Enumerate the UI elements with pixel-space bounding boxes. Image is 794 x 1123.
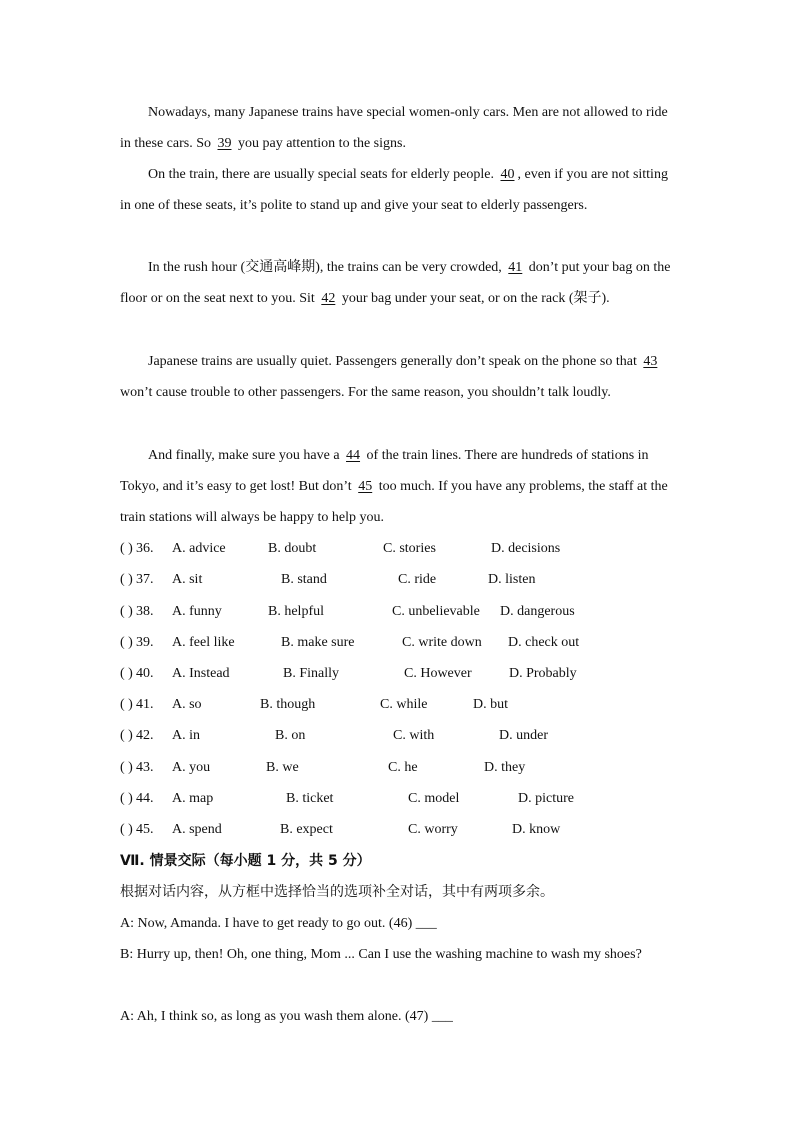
question-41 — [120, 689, 680, 720]
dialogue-line-2: B: Hurry up, then! Oh, one thing, Mom ... Can I use the washing machine to wash my shoes? — [120, 947, 642, 962]
option-d: D. dangerous — [500, 604, 575, 619]
option-b: B. make sure — [281, 635, 355, 650]
option-a: A. spend — [172, 822, 222, 837]
question-number: 36. — [136, 541, 154, 556]
answer-bracket[interactable]: ( ) — [120, 666, 133, 681]
answer-bracket[interactable]: ( ) — [120, 822, 133, 837]
option-b: B. stand — [281, 572, 327, 587]
option-a: A. you — [172, 760, 211, 775]
question-40 — [120, 658, 680, 689]
option-d: D. but — [473, 697, 508, 712]
question-42 — [120, 720, 680, 751]
option-d: D. decisions — [491, 541, 561, 556]
answer-bracket[interactable]: ( ) — [120, 572, 133, 587]
section-title: Ⅶ. 情景交际（每小题 1 分，共 5 分） — [120, 853, 371, 869]
option-a: A. feel like — [172, 635, 235, 650]
option-c: C. write down — [402, 635, 482, 650]
option-c: C. worry — [408, 822, 458, 837]
question-number: 37. — [136, 572, 154, 587]
answer-bracket[interactable]: ( ) — [120, 604, 133, 619]
option-b: B. ticket — [286, 791, 334, 806]
section-instruction: 根据对话内容，从方框中选择恰当的选项补全对话，其中有两项多余。 — [120, 884, 554, 900]
option-d: D. listen — [488, 572, 536, 587]
question-number: 42. — [136, 728, 154, 743]
answer-bracket[interactable]: ( ) — [120, 541, 133, 556]
blank-40: 40 — [500, 167, 515, 182]
option-b: B. expect — [280, 822, 333, 837]
option-c: C. However — [404, 666, 472, 681]
option-b: B. doubt — [268, 541, 317, 556]
question-number: 41. — [136, 697, 154, 712]
option-b: B. Finally — [283, 666, 340, 681]
blank-43: 43 — [643, 354, 658, 369]
option-b: B. on — [275, 728, 306, 743]
question-36 — [120, 533, 680, 564]
paragraph-2: On the train, there are usually special seats for elderly people. 40 , even if you are not sitting in one of these seats, it’s polite to stand up and give your seat to elderly passengers. — [120, 167, 668, 213]
dialogue-line-3: A: Ah, I think so, as long as you wash them alone. (47) ___ — [120, 1009, 453, 1024]
option-d: D. Probably — [509, 666, 577, 681]
option-b: B. we — [266, 760, 299, 775]
option-d: D. picture — [518, 791, 574, 806]
option-a: A. Instead — [172, 666, 230, 681]
option-a: A. map — [172, 791, 214, 806]
question-number: 43. — [136, 760, 154, 775]
question-45 — [120, 814, 680, 845]
question-number: 44. — [136, 791, 154, 806]
answer-bracket[interactable]: ( ) — [120, 728, 133, 743]
option-a: A. funny — [172, 604, 222, 619]
question-number: 40. — [136, 666, 154, 681]
option-c: C. he — [388, 760, 418, 775]
question-number: 38. — [136, 604, 154, 619]
paragraph-1: Nowadays, many Japanese trains have special women-only cars. Men are not allowed to ride in these cars. So 39 you pay attention to the signs. — [120, 105, 668, 151]
question-39 — [120, 627, 680, 658]
option-d: D. check out — [508, 635, 580, 650]
option-a: A. advice — [172, 541, 226, 556]
answer-bracket[interactable]: ( ) — [120, 697, 133, 712]
paragraph-3: In the rush hour (交通高峰期), the trains can be very crowded, 41 don’t put your bag on the floor or on the seat next to you. Sit 42 your bag under your seat, or on the rack (架子). — [120, 260, 671, 306]
option-c: C. stories — [383, 541, 436, 556]
question-number: 39. — [136, 635, 154, 650]
option-d: D. know — [512, 822, 561, 837]
blank-44: 44 — [346, 448, 361, 463]
option-a: A. so — [172, 697, 202, 712]
option-d: D. under — [499, 728, 548, 743]
blank-39: 39 — [217, 136, 232, 151]
option-b: B. though — [260, 697, 316, 712]
paragraph-5: And finally, make sure you have a 44 of the train lines. There are hundreds of stations in Tokyo, and it’s easy to get lost! But don’t 45 too much. If you have any problems, the staff at the train stations will always be happy to help you. — [120, 448, 668, 525]
option-c: C. unbelievable — [392, 604, 480, 619]
answer-bracket[interactable]: ( ) — [120, 760, 133, 775]
blank-45: 45 — [358, 479, 373, 494]
paragraph-4: Japanese trains are usually quiet. Passengers generally don’t speak on the phone so that 43 won’t cause trouble to other passengers. For the same reason, you shouldn’t talk loudly. — [120, 346, 680, 408]
option-a: A. in — [172, 728, 200, 743]
question-43 — [120, 752, 680, 783]
dialogue-line-1: A: Now, Amanda. I have to get ready to go out. (46) ___ — [120, 916, 437, 931]
option-a: A. sit — [172, 572, 203, 587]
option-c: C. model — [408, 791, 460, 806]
question-number: 45. — [136, 822, 154, 837]
option-c: C. with — [393, 728, 435, 743]
option-c: C. ride — [398, 572, 437, 587]
question-44 — [120, 783, 680, 814]
option-b: B. helpful — [268, 604, 324, 619]
question-37 — [120, 564, 680, 595]
question-38 — [120, 596, 680, 627]
answer-bracket[interactable]: ( ) — [120, 635, 133, 650]
option-c: C. while — [380, 697, 428, 712]
answer-bracket[interactable]: ( ) — [120, 791, 133, 806]
blank-41: 41 — [508, 260, 523, 275]
option-d: D. they — [484, 760, 526, 775]
blank-42: 42 — [321, 291, 336, 306]
